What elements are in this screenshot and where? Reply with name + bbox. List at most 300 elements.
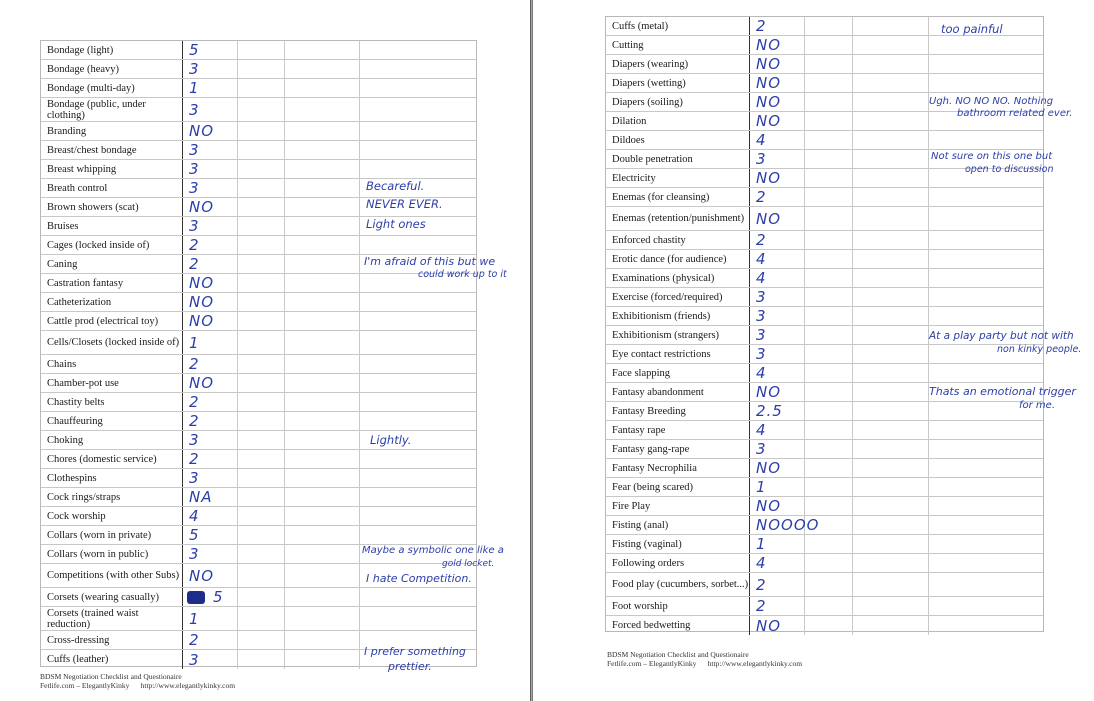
rating-value: 2	[183, 631, 238, 649]
activity-label: Cuffs (metal)	[606, 17, 750, 35]
note-collars-public-2: gold locket.	[442, 559, 495, 569]
blank-cell	[238, 564, 285, 587]
activity-label: Diapers (wearing)	[606, 55, 750, 73]
blank-cell	[805, 440, 853, 458]
rating-value: NA	[183, 488, 238, 506]
table-row-fantasy-necrophilia	[606, 459, 1043, 478]
blank-cell	[285, 274, 360, 292]
blank-cell	[805, 169, 853, 187]
blank-cell	[238, 545, 285, 563]
rating-value: 3	[183, 141, 238, 159]
activity-label: Bondage (light)	[41, 41, 183, 59]
rating-value: 4	[750, 250, 805, 268]
activity-label: Caning	[41, 255, 183, 273]
rating-value: NO	[183, 374, 238, 392]
table-row-cages-locked-inside-of	[41, 236, 476, 255]
note-breath-control: Becareful.	[366, 179, 425, 193]
blank-cell	[853, 36, 929, 54]
blank-cell	[285, 141, 360, 159]
rating-value: 4	[750, 269, 805, 287]
blank-cell	[805, 345, 853, 363]
table-row-catheterization	[41, 293, 476, 312]
blank-cell	[805, 231, 853, 249]
activity-label: Electricity	[606, 169, 750, 187]
blank-cell	[805, 535, 853, 553]
activity-label: Enemas (for cleansing)	[606, 188, 750, 206]
blank-cell	[238, 631, 285, 649]
rating-value	[183, 588, 238, 606]
rating-value: 3	[183, 98, 238, 121]
blank-cell	[285, 79, 360, 97]
note-brown-showers: NEVER EVER.	[366, 197, 443, 211]
blank-cell	[285, 607, 360, 630]
activity-label: Diapers (soiling)	[606, 93, 750, 111]
blank-cell	[285, 312, 360, 330]
blank-cell	[238, 41, 285, 59]
table-row-bondage-light	[41, 41, 476, 60]
blank-cell	[238, 507, 285, 525]
rating-value: 2	[750, 231, 805, 249]
blank-cell	[853, 150, 929, 168]
blank-cell	[285, 650, 360, 669]
table-row-face-slapping	[606, 364, 1043, 383]
activity-label: Fantasy gang-rape	[606, 440, 750, 458]
blank-cell	[285, 431, 360, 449]
blank-cell	[805, 616, 853, 635]
table-row-collars-worn-in-private	[41, 526, 476, 545]
table-row-exercise-forced-required	[606, 288, 1043, 307]
footer-source: Fetlife.com – ElegantlyKinky http://www.elegantlykinky.com	[607, 659, 803, 668]
rating-value: NO	[750, 383, 805, 401]
activity-label: Clothespins	[41, 469, 183, 487]
rating-value: 2	[183, 450, 238, 468]
blank-cell	[805, 36, 853, 54]
activity-label: Erotic dance (for audience)	[606, 250, 750, 268]
blank-cell	[805, 497, 853, 515]
rating-value: 2	[183, 255, 238, 273]
activity-label: Face slapping	[606, 364, 750, 382]
table-row-forced-bedwetting	[606, 616, 1043, 635]
note-collars-public-1: Maybe a symbolic one like a	[362, 545, 504, 556]
table-row-chains	[41, 355, 476, 374]
blank-cell	[805, 112, 853, 130]
activity-label: Breath control	[41, 179, 183, 197]
activity-label: Fear (being scared)	[606, 478, 750, 496]
blank-cell	[853, 597, 929, 615]
rating-value: NO	[750, 459, 805, 477]
rating-value: 2	[183, 393, 238, 411]
activity-label: Competitions (with other Subs)	[41, 564, 183, 587]
rating-value: 4	[750, 364, 805, 382]
blank-cell	[285, 355, 360, 373]
activity-label: Cages (locked inside of)	[41, 236, 183, 254]
blank-cell	[853, 421, 929, 439]
blank-cell	[853, 93, 929, 111]
blank-cell	[238, 607, 285, 630]
activity-label: Castration fantasy	[41, 274, 183, 292]
activity-label: Corsets (wearing casually)	[41, 588, 183, 606]
blank-cell	[238, 98, 285, 121]
rating-value: NO	[750, 616, 805, 635]
blank-cell	[853, 231, 929, 249]
table-row-enemas-for-cleansing	[606, 188, 1043, 207]
rating-value: 3	[183, 469, 238, 487]
table-row-following-orders	[606, 554, 1043, 573]
rating-value: NO	[750, 36, 805, 54]
blank-cell	[285, 488, 360, 506]
rating-value: NO	[750, 93, 805, 111]
blank-cell	[238, 469, 285, 487]
rating-value: 3	[183, 431, 238, 449]
note-caning-1: I'm afraid of this but we	[364, 255, 496, 268]
activity-label: Chores (domestic service)	[41, 450, 183, 468]
rating-value: 3	[183, 160, 238, 178]
rating-value: NO	[183, 293, 238, 311]
table-row-fantasy-gang-rape	[606, 440, 1043, 459]
blank-cell	[805, 207, 853, 230]
left-page	[0, 0, 530, 701]
activity-label: Bruises	[41, 217, 183, 235]
blank-cell	[853, 554, 929, 572]
rating-value: 2.5	[750, 402, 805, 420]
blank-cell	[853, 74, 929, 92]
activity-label: Dilation	[606, 112, 750, 130]
blank-cell	[285, 41, 360, 59]
activity-label: Catheterization	[41, 293, 183, 311]
rating-value: 2	[750, 17, 805, 35]
blank-cell	[285, 631, 360, 649]
table-row-cock-rings-straps	[41, 488, 476, 507]
table-row-diapers-wetting	[606, 74, 1043, 93]
activity-label: Cattle prod (electrical toy)	[41, 312, 183, 330]
rating-value: 3	[750, 345, 805, 363]
note-exhibitionism-strangers-2: non kinky people.	[997, 344, 1082, 355]
blank-cell	[805, 516, 853, 534]
right-page	[533, 0, 1094, 701]
blank-cell	[853, 383, 929, 401]
table-row-chauffeuring	[41, 412, 476, 431]
blank-cell	[805, 459, 853, 477]
blank-cell	[853, 535, 929, 553]
table-row-exhibitionism-friends	[606, 307, 1043, 326]
activity-label: Food play (cucumbers, sorbet...)	[606, 573, 750, 596]
rating-value: NOOOO	[750, 516, 805, 534]
blank-cell	[853, 345, 929, 363]
blank-cell	[285, 564, 360, 587]
rating-value: NO	[750, 497, 805, 515]
table-row-food-play-cucumbers-sorbet	[606, 573, 1043, 597]
activity-label: Breast/chest bondage	[41, 141, 183, 159]
rating-value: NO	[183, 198, 238, 216]
activity-label: Cock worship	[41, 507, 183, 525]
table-row-dildoes	[606, 131, 1043, 150]
blank-cell	[238, 60, 285, 78]
blank-cell	[238, 312, 285, 330]
blank-cell	[238, 450, 285, 468]
activity-label: Brown showers (scat)	[41, 198, 183, 216]
blank-cell	[238, 355, 285, 373]
rating-value: 4	[750, 554, 805, 572]
note-cuffs-leather-2: prettier.	[388, 660, 432, 673]
table-row-breast-whipping	[41, 160, 476, 179]
table-row-fear-being-scared	[606, 478, 1043, 497]
blank-cell	[853, 459, 929, 477]
activity-label: Fisting (anal)	[606, 516, 750, 534]
activity-label: Cock rings/straps	[41, 488, 183, 506]
activity-label: Branding	[41, 122, 183, 140]
blank-cell	[853, 440, 929, 458]
blank-cell	[853, 516, 929, 534]
blank-cell	[805, 307, 853, 325]
activity-label: Fantasy abandonment	[606, 383, 750, 401]
blank-cell	[285, 393, 360, 411]
activity-label: Cuffs (leather)	[41, 650, 183, 669]
blank-cell	[285, 507, 360, 525]
activity-label: Enforced chastity	[606, 231, 750, 249]
table-row-branding	[41, 122, 476, 141]
table-row-fisting-vaginal	[606, 535, 1043, 554]
blank-cell	[238, 255, 285, 273]
rating-value: 5	[183, 526, 238, 544]
footer-title: BDSM Negotiation Checklist and Questionaire	[607, 650, 749, 659]
blank-cell	[238, 141, 285, 159]
note-cuffs-metal: too painful	[941, 22, 1003, 36]
blank-cell	[853, 188, 929, 206]
rating-value: 3	[750, 288, 805, 306]
blank-cell	[285, 198, 360, 216]
table-row-enforced-chastity	[606, 231, 1043, 250]
blank-cell	[238, 293, 285, 311]
activity-label: Following orders	[606, 554, 750, 572]
activity-label: Bondage (public, under clothing)	[41, 98, 183, 121]
blank-cell	[805, 421, 853, 439]
activity-label: Foot worship	[606, 597, 750, 615]
activity-label: Fantasy Necrophilia	[606, 459, 750, 477]
activity-label: Cells/Closets (locked inside of)	[41, 331, 183, 354]
blank-cell	[853, 478, 929, 496]
table-row-erotic-dance-for-audience	[606, 250, 1043, 269]
footer-left	[40, 672, 235, 690]
activity-label: Diapers (wetting)	[606, 74, 750, 92]
blank-cell	[805, 288, 853, 306]
blank-cell	[238, 431, 285, 449]
blank-cell	[238, 374, 285, 392]
blank-cell	[285, 255, 360, 273]
activity-label: Chains	[41, 355, 183, 373]
table-row-eye-contact-restrictions	[606, 345, 1043, 364]
rating-value: 1	[183, 331, 238, 354]
rating-value: NO	[183, 312, 238, 330]
activity-label: Fire Play	[606, 497, 750, 515]
blank-cell	[853, 364, 929, 382]
activity-label: Dildoes	[606, 131, 750, 149]
note-caning-2: could work up to it	[418, 269, 507, 280]
activity-label: Breast whipping	[41, 160, 183, 178]
blank-cell	[285, 179, 360, 197]
rating-value: 2	[750, 573, 805, 596]
blank-cell	[238, 236, 285, 254]
rating-value: 3	[183, 650, 238, 669]
blank-cell	[238, 160, 285, 178]
table-row-fantasy-breeding	[606, 402, 1043, 421]
table-row-castration-fantasy	[41, 274, 476, 293]
blank-cell	[285, 526, 360, 544]
activity-label: Bondage (heavy)	[41, 60, 183, 78]
table-row-fire-play	[606, 497, 1043, 516]
table-row-chastity-belts	[41, 393, 476, 412]
activity-label: Corsets (trained waist reduction)	[41, 607, 183, 630]
table-row-diapers-wearing	[606, 55, 1043, 74]
table-row-bondage-heavy	[41, 60, 476, 79]
activity-label: Cutting	[606, 36, 750, 54]
activity-label: Chamber-pot use	[41, 374, 183, 392]
rating-value: 2	[750, 597, 805, 615]
note-double-penetration-1: Not sure on this one but	[931, 151, 1053, 162]
blank-cell	[805, 402, 853, 420]
blank-cell	[285, 293, 360, 311]
table-row-examinations-physical	[606, 269, 1043, 288]
rating-value: NO	[750, 112, 805, 130]
blank-cell	[853, 17, 929, 35]
activity-label: Forced bedwetting	[606, 616, 750, 635]
blank-cell	[805, 55, 853, 73]
blank-cell	[238, 393, 285, 411]
rating-value: 3	[183, 217, 238, 235]
footer-source: Fetlife.com – ElegantlyKinky http://www.elegantlykinky.com	[40, 681, 236, 690]
rating-value: 3	[750, 150, 805, 168]
note-fantasy-abandonment-1: Thats an emotional trigger	[929, 385, 1076, 398]
activity-label: Bondage (multi-day)	[41, 79, 183, 97]
blank-cell	[805, 74, 853, 92]
rating-value: 1	[183, 607, 238, 630]
blank-cell	[285, 450, 360, 468]
blank-cell	[805, 250, 853, 268]
rating-value: 1	[183, 79, 238, 97]
table-row-corsets-wearing-casually	[41, 588, 476, 607]
activity-label: Fisting (vaginal)	[606, 535, 750, 553]
rating-value: 2	[750, 188, 805, 206]
activity-label: Eye contact restrictions	[606, 345, 750, 363]
rating-value: 3	[750, 307, 805, 325]
rating-value: 3	[183, 60, 238, 78]
rating-text: 5	[213, 588, 224, 606]
blank-cell	[853, 269, 929, 287]
footer-title: BDSM Negotiation Checklist and Questionaire	[40, 672, 182, 681]
note-cuffs-leather-1: I prefer something	[364, 645, 466, 658]
activity-label: Collars (worn in public)	[41, 545, 183, 563]
activity-label: Fantasy rape	[606, 421, 750, 439]
rating-value: 3	[750, 326, 805, 344]
blank-cell	[805, 326, 853, 344]
table-row-bondage-multi-day	[41, 79, 476, 98]
note-diapers-soiling-2: bathroom related ever.	[957, 108, 1073, 119]
blank-cell	[853, 616, 929, 635]
blank-cell	[853, 573, 929, 596]
blank-cell	[238, 488, 285, 506]
table-row-cutting	[606, 36, 1043, 55]
table-row-fantasy-rape	[606, 421, 1043, 440]
blank-cell	[853, 169, 929, 187]
blank-cell	[285, 60, 360, 78]
rating-value: 4	[750, 131, 805, 149]
blank-cell	[238, 588, 285, 606]
blank-cell	[285, 122, 360, 140]
rating-value: 3	[183, 545, 238, 563]
blank-cell	[805, 131, 853, 149]
blank-cell	[238, 217, 285, 235]
activity-label: Chauffeuring	[41, 412, 183, 430]
blank-cell	[853, 402, 929, 420]
blank-cell	[805, 364, 853, 382]
blank-cell	[285, 236, 360, 254]
rating-value: NO	[750, 207, 805, 230]
rating-value: NO	[183, 122, 238, 140]
table-row-fisting-anal	[606, 516, 1043, 535]
rating-value: NO	[750, 55, 805, 73]
blank-cell	[238, 526, 285, 544]
activity-label: Chastity belts	[41, 393, 183, 411]
blank-cell	[238, 650, 285, 669]
table-row-corsets-trained-waist-reduction	[41, 607, 476, 631]
blank-cell	[285, 98, 360, 121]
rating-value: 1	[750, 478, 805, 496]
blank-cell	[285, 545, 360, 563]
rating-value: NO	[183, 274, 238, 292]
table-row-clothespins	[41, 469, 476, 488]
activity-label: Fantasy Breeding	[606, 402, 750, 420]
blank-cell	[853, 131, 929, 149]
blank-cell	[805, 150, 853, 168]
rating-value: 2	[183, 412, 238, 430]
rating-value: 3	[183, 179, 238, 197]
blank-cell	[285, 412, 360, 430]
blank-cell	[238, 179, 285, 197]
blank-cell	[853, 288, 929, 306]
blank-cell	[285, 588, 360, 606]
activity-label: Exercise (forced/required)	[606, 288, 750, 306]
table-row-cells-closets-locked-inside-of	[41, 331, 476, 355]
blank-cell	[853, 326, 929, 344]
blank-cell	[238, 79, 285, 97]
note-fantasy-abandonment-2: for me.	[1019, 400, 1056, 411]
activity-label: Exhibitionism (friends)	[606, 307, 750, 325]
activity-label: Collars (worn in private)	[41, 526, 183, 544]
note-choking: Lightly.	[370, 433, 412, 447]
note-exhibitionism-strangers-1: At a play party but not with	[929, 330, 1074, 342]
table-row-cattle-prod-electrical-toy	[41, 312, 476, 331]
blank-cell	[805, 383, 853, 401]
rating-value: 4	[750, 421, 805, 439]
rating-value: 3	[750, 440, 805, 458]
rating-value: NO	[750, 169, 805, 187]
blank-cell	[853, 112, 929, 130]
rating-value: NO	[183, 564, 238, 587]
blank-cell	[285, 217, 360, 235]
blank-cell	[805, 554, 853, 572]
activity-label: Enemas (retention/punishment)	[606, 207, 750, 230]
table-row-cock-worship	[41, 507, 476, 526]
table-row-enemas-retention-punishment	[606, 207, 1043, 231]
blank-cell	[805, 573, 853, 596]
blank-cell	[238, 274, 285, 292]
rating-value: NO	[750, 74, 805, 92]
note-diapers-soiling-1: Ugh. NO NO NO. Nothing	[929, 96, 1054, 107]
blank-cell	[805, 597, 853, 615]
blank-cell	[805, 269, 853, 287]
table-row-chores-domestic-service	[41, 450, 476, 469]
table-row-bondage-public-under-clothing	[41, 98, 476, 122]
rating-value: 4	[183, 507, 238, 525]
